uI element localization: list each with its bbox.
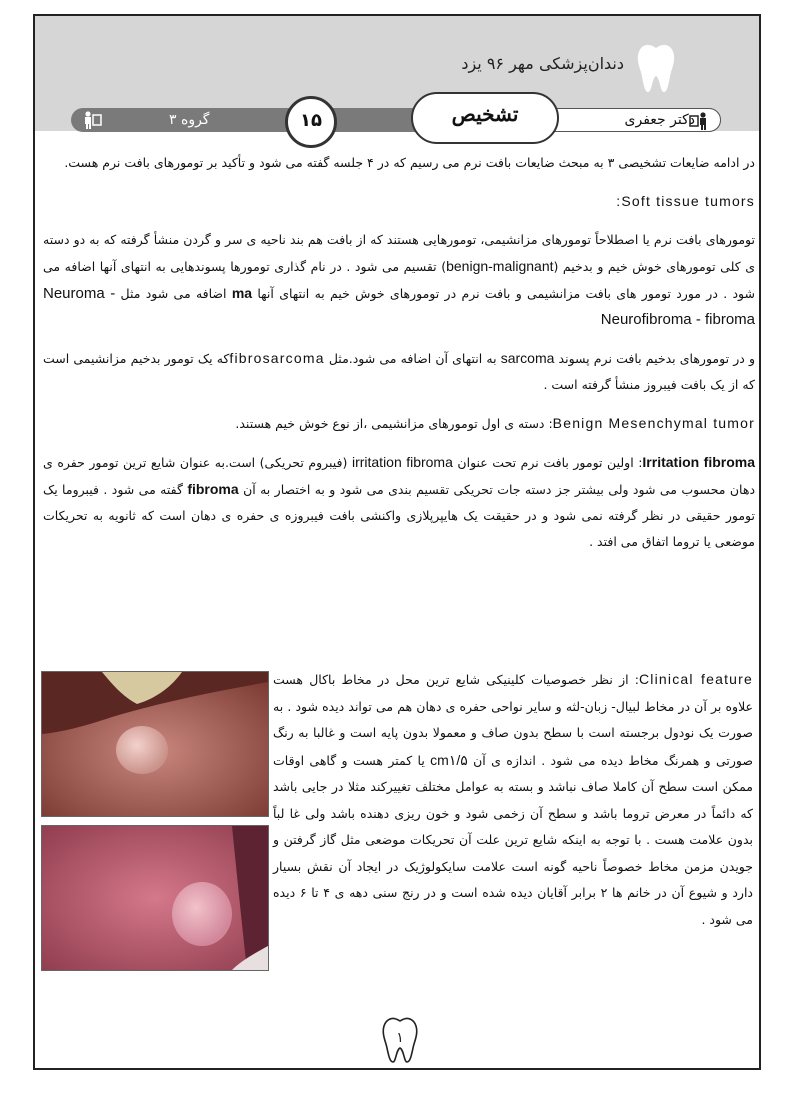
tooth-logo-icon <box>633 42 679 94</box>
main-content <box>43 150 755 567</box>
intro-paragraph: در ادامه ضایعات تشخیصی ۳ به مبحث ضایعات بافت نرم می رسیم که در ۴ جلسه گفته می شود و تأکید بر تومورهای بافت نرم هست. <box>64 155 755 170</box>
clinical-feature-paragraph: Clinical feature: از نظر خصوصیات کلینیکی شایع ترین محل در مخاط باکال هست علاوه بر آن در مخاط لبیال- زبان-لثه و سایر نواحی حفره ی دهان هم می تواند دیده شود . به صورت یک نودول برجسته است با سطح بدون صاف و معمولا بدون پایه است و غالبا به رنگ صورتی و همرنگ مخاط دیده می شود . اندازه ی آن cm۱/۵ یا کمتر هست و گاهی اوقات ممکن است سطح آن کاملا صاف نباشد و بسته به عوامل مختلف تغییرکند مثلا در جایی باشد که دائماً در معرض تروما باشد و سطح آن زخمی شود و خون ریزی دهنده باشد ولی غا لباً بدون علامت هست . با توجه به اینکه شایع ترین علت آن تحریکات موضعی مثل گاز گرفتن و جویدن مزمن مخاط خصوصاً ناحیه گونه است علامت سایکولوژیک در ایجاد آن نقش بسیار دارد و شیوع آن در خانم ها ۲ برابر آقایان دیده شده است و در رنج سنی دهه ی ۴ تا ۶ دیده می شود . <box>273 671 754 927</box>
document-page <box>33 14 761 1070</box>
paragraph-benign: Benign Mesenchymal tumor: دسته ی اول تومورهای مزانشیمی ،از نوع خوش خیم هستند. <box>235 415 755 431</box>
paragraph-soft-tissue: تومورهای بافت نرم یا اصطلاحاً تومورهای مزانشیمی، تومورهایی هستند که از بافت هم بند ناحیه ی سر و گردن منشأ گرفته که به دو دسته ی کلی تومورهای خوش خیم و بدخیم (benign-malignant) تقسیم می شود . در نام گذاری تومورها پسوندهایی به انتهای آنها اضافه می شود . در مورد تومور های بافت مزانشیمی و بافت نرم در تومورهای خوش خیم به انتهای آنها ma اضافه می شود مثل Neuroma -Neurofibroma - fibroma <box>43 232 755 328</box>
school-title: دندان‌پزشکی مهر ۹۶ یزد <box>461 54 624 73</box>
page-header <box>35 16 759 131</box>
page-number: ۱ <box>396 1030 404 1046</box>
photo-fibroma-tongue <box>41 825 269 971</box>
page-title: تشخیص <box>451 102 519 126</box>
paragraph-sarcoma: و در تومورهای بدخیم بافت نرم پسوند sarcoma به انتهای آن اضافه می شود.مثل fibrosarcomaکه یک تومور بدخیم مزانشیمی است که از یک بافت فیبروز منشأ گرفته است . <box>43 350 755 392</box>
page-number-tooth-icon <box>380 1016 420 1064</box>
photo-fibroma-buccal <box>41 671 269 817</box>
group-label: گروه ۳ <box>169 112 210 128</box>
session-number: ۱۵ <box>300 110 322 131</box>
clinical-photos <box>39 671 269 971</box>
paragraph-irritation-fibroma: Irritation fibroma: اولین تومور بافت نرم تحت عنوان irritation fibroma (فیبروم تحریکی) است.به عنوان شایع ترین تومور حفره ی دهان محسوب می شود ولی بیشتر جز دسته جات تحریکی تقسیم بندی می شود و به اختصار به آن fibroma گفته می شود . فیبروما یک تومور حقیقی در نظر گرفته نمی شود و در حقیقت یک هایپرپلازی واکنشی بافت فیبروزه ی حفره ی دهان است که ثانویه به تحریکات موضعی یا تروما اتفاق می افتد . <box>43 454 756 549</box>
presenter-icon <box>81 111 103 129</box>
doctor-name: دکتر جعفری <box>624 112 695 128</box>
heading-soft-tissue: :Soft tissue tumors <box>616 193 755 209</box>
